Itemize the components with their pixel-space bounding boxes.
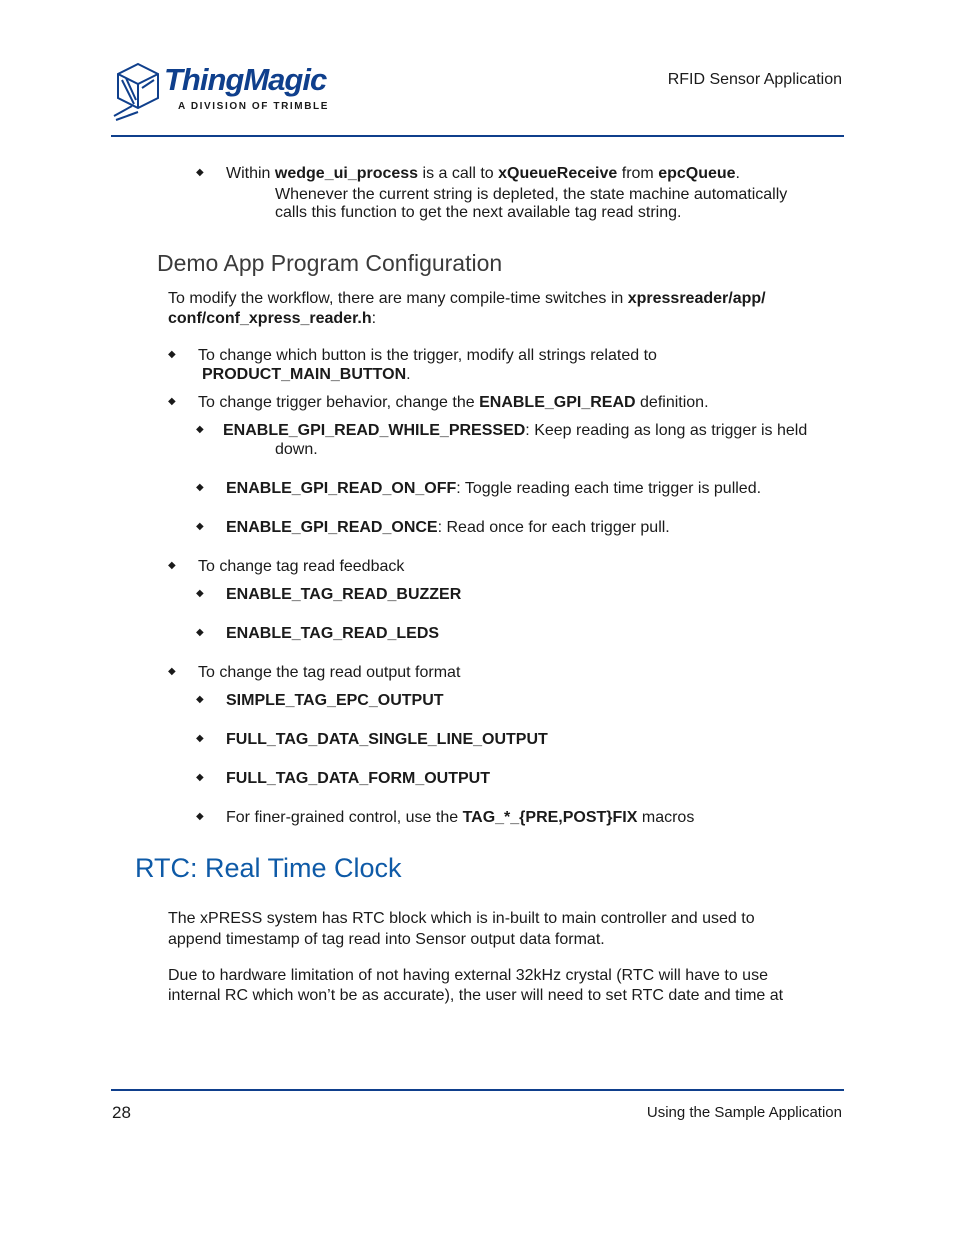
rtc-para-1-line-2: append timestamp of tag read into Sensor output data format. [168, 931, 605, 948]
while-pressed-cont: down. [275, 441, 318, 458]
section-intro-line-2: conf/conf_xpress_reader.h: [168, 310, 377, 327]
logo-cube-icon [112, 60, 164, 122]
header-doc-title: RFID Sensor Application [667, 71, 842, 88]
bullet-icon: ◆ [168, 666, 176, 677]
bullet-icon: ◆ [196, 811, 204, 822]
bullet-icon: ◆ [196, 521, 204, 532]
bullet-icon: ◆ [168, 349, 176, 360]
section-intro-line-1: To modify the workflow, there are many compile-time switches in xpressreader/app/ [168, 290, 766, 307]
once-item: ENABLE_GPI_READ_ONCE: Read once for each trigger pull. [226, 519, 670, 536]
header-rule [111, 135, 844, 137]
bullet-icon: ◆ [196, 588, 204, 599]
rtc-para-2-line-1: Due to hardware limitation of not having external 32kHz crystal (RTC will have to use [168, 967, 768, 984]
rtc-heading: RTC: Real Time Clock [135, 853, 402, 883]
on-off-item: ENABLE_GPI_READ_ON_OFF: Toggle reading each time trigger is pulled. [226, 480, 762, 497]
form-output-item: FULL_TAG_DATA_FORM_OUTPUT [226, 770, 490, 787]
simple-output-item: SIMPLE_TAG_EPC_OUTPUT [226, 692, 444, 709]
footer-section-name: Using the Sample Application [646, 1104, 842, 1121]
rtc-para-1-line-1: The xPRESS system has RTC block which is in-built to main controller and used to [168, 910, 755, 927]
single-line-output-item: FULL_TAG_DATA_SINGLE_LINE_OUTPUT [226, 731, 548, 748]
page-number: 28 [112, 1103, 131, 1122]
buzzer-item: ENABLE_TAG_READ_BUZZER [226, 586, 462, 603]
footer-rule [111, 1089, 844, 1091]
bullet-icon: ◆ [168, 560, 176, 571]
logo-wordmark: ThingMagic [164, 62, 327, 97]
bullet-icon: ◆ [196, 424, 204, 435]
while-pressed-item: ENABLE_GPI_READ_WHILE_PRESSED: Keep reading as long as trigger is held [223, 422, 808, 439]
top-item-line: Within wedge_ui_process is a call to xQueueReceive from epcQueue. [226, 165, 740, 182]
feedback-item: To change tag read feedback [198, 558, 405, 575]
leds-item: ENABLE_TAG_READ_LEDS [226, 625, 440, 642]
thingmagic-logo [112, 60, 332, 124]
behavior-item: To change trigger behavior, change the ENABLE_GPI_READ definition. [198, 394, 709, 411]
bullet-icon: ◆ [196, 772, 204, 783]
trigger-item-line-2: PRODUCT_MAIN_BUTTON. [202, 366, 411, 383]
top-item-cont-1: Whenever the current string is depleted, the state machine automatically [275, 186, 788, 203]
bullet-icon: ◆ [196, 167, 204, 178]
bullet-icon: ◆ [196, 733, 204, 744]
bullet-icon: ◆ [168, 396, 176, 407]
bullet-icon: ◆ [196, 627, 204, 638]
finer-control-item: For finer-grained control, use the TAG_*_{PRE,POST}FIX macros [226, 809, 695, 826]
section-heading: Demo App Program Configuration [157, 250, 503, 276]
top-item-cont-2: calls this function to get the next available tag read string. [275, 204, 682, 221]
bullet-icon: ◆ [196, 482, 204, 493]
logo-tagline: A DIVISION OF TRIMBLE [178, 101, 330, 112]
trigger-item-line-1: To change which button is the trigger, modify all strings related to [198, 347, 657, 364]
bullet-icon: ◆ [196, 694, 204, 705]
format-item: To change the tag read output format [198, 664, 461, 681]
rtc-para-2-line-2: internal RC which won’t be as accurate), the user will need to set RTC date and time at [168, 987, 784, 1004]
